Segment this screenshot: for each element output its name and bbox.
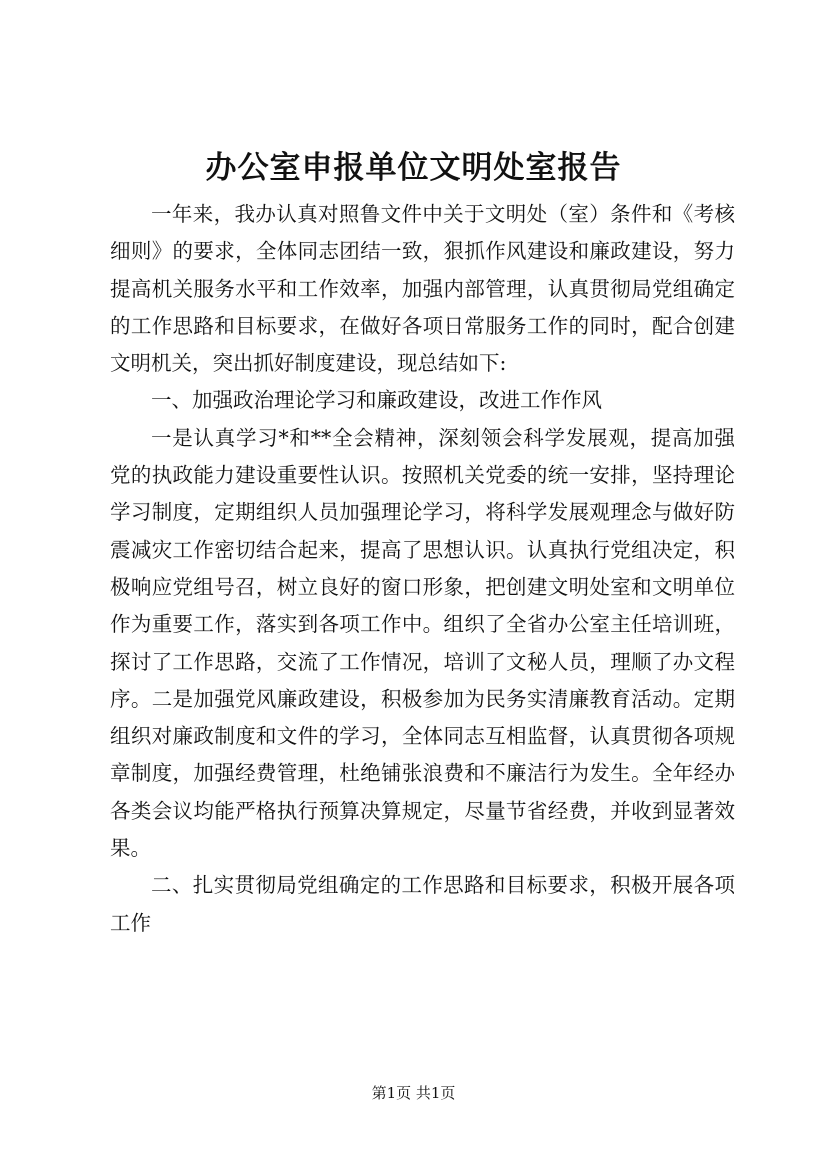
- section-heading-2: 二、扎实贯彻局党组确定的工作思路和目标要求，积极开展各项工作: [110, 873, 735, 935]
- section-heading-1: 一、加强政治理论学习和廉政建设，改进工作作风: [151, 388, 602, 413]
- document-body: [110, 196, 735, 942]
- paragraph-section-1: 一是认真学习*和**全会精神，深刻领会科学发展观，提高加强党的执政能力建设重要性认识。按照机关党委的统一安排，坚持理论学习制度，定期组织人员加强理论学习，将科学发展观理念与做好防震减灾工作密切结合起来，提高了思想认识。认真执行党组决定，积极响应党组号召，树立良好的窗口形象，把创建文明处室和文明单位作为重要工作，落实到各项工作中。组织了全省办公室主任培训班，探讨了工作思路，交流了工作情况，培训了文秘人员，理顺了办文程序。二是加强党风廉政建设，积极参加为民务实清廉教育活动。定期组织对廉政制度和文件的学习，全体同志互相监督，认真贯彻各项规章制度，加强经费管理，杜绝铺张浪费和不廉洁行为发生。全年经办各类会议均能严格执行预算决算规定，尽量节省经费，并收到显著效果。: [110, 425, 735, 861]
- document-title: 办公室申报单位文明处室报告: [205, 150, 622, 186]
- page-footer: 第1页 共1页: [371, 1084, 456, 1102]
- paragraph-intro: 一年来，我办认真对照鲁文件中关于文明处（室）条件和《考核细则》的要求，全体同志团结一致，狠抓作风建设和廉政建设，努力提高机关服务水平和工作效率，加强内部管理，认真贯彻局党组确定的工作思路和目标要求，在做好各项日常服务工作的同时，配合创建文明机关，突出抓好制度建设，现总结如下:: [110, 202, 735, 376]
